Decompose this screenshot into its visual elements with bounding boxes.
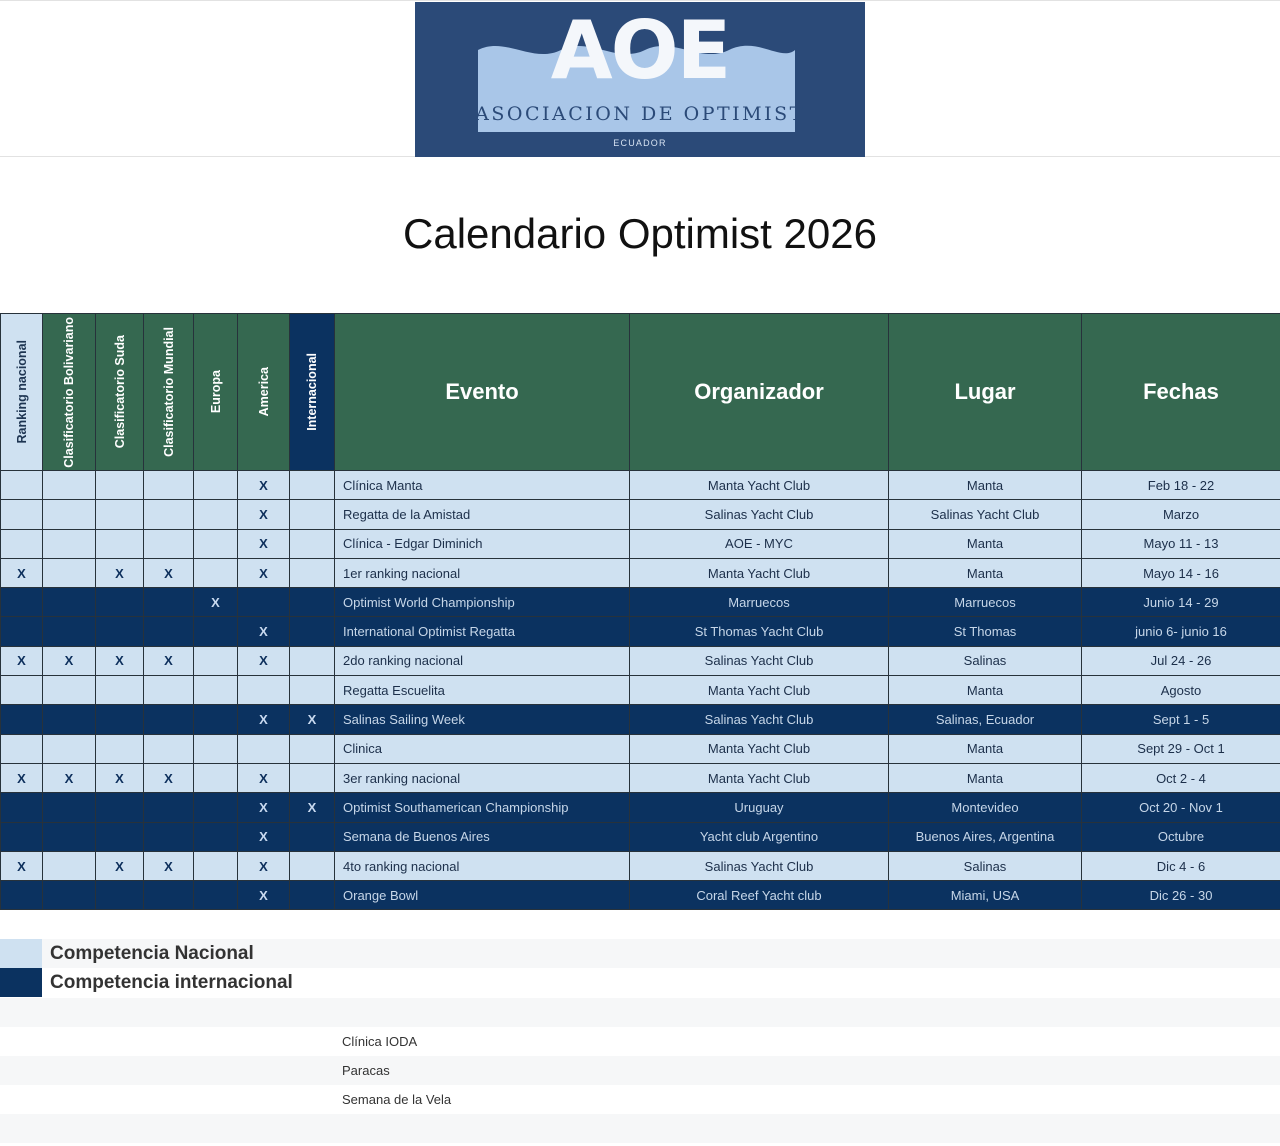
table-row	[1, 471, 1280, 500]
mark-cell	[43, 529, 96, 558]
mark-cell	[96, 588, 144, 617]
organizer-cell: Yacht club Argentino	[630, 822, 889, 851]
mark-cell	[194, 881, 238, 910]
organizer-cell: Salinas Yacht Club	[630, 705, 889, 734]
mark-cell: X	[1, 646, 43, 675]
mark-cell	[96, 705, 144, 734]
page-title: Calendario Optimist 2026	[403, 210, 877, 257]
mark-cell: X	[43, 763, 96, 792]
mark-cell	[194, 793, 238, 822]
location-cell: Manta	[889, 763, 1082, 792]
mark-cell	[194, 500, 238, 529]
dates-cell: Oct 2 - 4	[1082, 763, 1280, 792]
mark-cell	[290, 734, 335, 763]
table-row	[1, 881, 1280, 910]
mark-cell	[290, 558, 335, 587]
mark-cell: X	[96, 558, 144, 587]
mark-cell	[96, 793, 144, 822]
mark-cell	[290, 881, 335, 910]
mark-cell	[144, 529, 194, 558]
mark-cell: X	[238, 558, 290, 587]
legend-swatch-internacional	[0, 968, 42, 997]
legend-label-internacional: Competencia internacional	[50, 972, 293, 993]
mark-cell: X	[238, 851, 290, 880]
mark-cell	[96, 676, 144, 705]
mark-cell	[144, 676, 194, 705]
mark-cell	[238, 734, 290, 763]
location-cell: Manta	[889, 676, 1082, 705]
mark-cell	[144, 705, 194, 734]
location-cell: Salinas	[889, 646, 1082, 675]
dates-cell: Dic 4 - 6	[1082, 851, 1280, 880]
table-row	[1, 558, 1280, 587]
mark-cell	[1, 881, 43, 910]
dates-cell: junio 6- junio 16	[1082, 617, 1280, 646]
event-name-cell: Regatta Escuelita	[335, 676, 630, 705]
mark-cell	[290, 822, 335, 851]
location-cell: Montevideo	[889, 793, 1082, 822]
table-row	[1, 500, 1280, 529]
mark-cell	[238, 676, 290, 705]
mark-cell	[96, 617, 144, 646]
mark-cell	[43, 588, 96, 617]
location-cell: Manta	[889, 529, 1082, 558]
mark-cell: X	[1, 763, 43, 792]
mark-cell: X	[144, 763, 194, 792]
table-row	[1, 705, 1280, 734]
mark-cell	[194, 558, 238, 587]
logo-country: ECUADOR	[613, 138, 667, 148]
table-row	[1, 851, 1280, 880]
table-row	[1, 676, 1280, 705]
location-cell: Miami, USA	[889, 881, 1082, 910]
event-name-cell: Clínica Manta	[335, 471, 630, 500]
event-name-cell: Orange Bowl	[335, 881, 630, 910]
organizer-cell: Salinas Yacht Club	[630, 851, 889, 880]
legend-swatch-nacional	[0, 939, 42, 968]
mark-cell	[144, 500, 194, 529]
table-row	[1, 734, 1280, 763]
mark-cell	[194, 676, 238, 705]
mark-cell	[96, 734, 144, 763]
mark-cell	[194, 851, 238, 880]
organizer-cell: Manta Yacht Club	[630, 558, 889, 587]
mark-cell: X	[238, 763, 290, 792]
mark-cell	[194, 734, 238, 763]
legend-label-nacional: Competencia Nacional	[50, 943, 254, 964]
event-name-cell: Optimist World Championship	[335, 588, 630, 617]
mark-cell	[96, 500, 144, 529]
event-name-cell: 3er ranking nacional	[335, 763, 630, 792]
mark-cell: X	[144, 558, 194, 587]
table-row	[1, 763, 1280, 792]
dates-cell: Marzo	[1082, 500, 1280, 529]
extra-event-row	[0, 1085, 1280, 1114]
mark-cell: X	[43, 646, 96, 675]
calendar-body	[1, 471, 1280, 910]
organizer-cell: Uruguay	[630, 793, 889, 822]
mark-cell	[43, 500, 96, 529]
mark-cell	[1, 793, 43, 822]
organizer-cell: Manta Yacht Club	[630, 676, 889, 705]
mark-cell	[43, 676, 96, 705]
spacer-row	[0, 998, 1280, 1027]
mark-cell: X	[290, 705, 335, 734]
mark-cell	[96, 881, 144, 910]
location-cell: Salinas Yacht Club	[889, 500, 1082, 529]
mark-cell	[43, 734, 96, 763]
mark-cell: X	[96, 763, 144, 792]
mark-cell	[43, 558, 96, 587]
mark-cell	[144, 588, 194, 617]
header-europa: Europa	[194, 314, 238, 471]
mark-cell	[43, 793, 96, 822]
mark-cell	[1, 588, 43, 617]
organizer-cell: AOE - MYC	[630, 529, 889, 558]
mark-cell	[290, 851, 335, 880]
extra-event-label: Paracas	[342, 1063, 390, 1078]
dates-cell: Oct 20 - Nov 1	[1082, 793, 1280, 822]
header-internacional: Internacional	[290, 314, 335, 471]
mark-cell	[290, 588, 335, 617]
location-cell: Manta	[889, 558, 1082, 587]
logo-band	[0, 0, 1280, 157]
aoe-logo	[415, 2, 865, 157]
header-organizador: Organizador	[630, 314, 889, 471]
extra-event-label: Clínica IODA	[342, 1034, 418, 1049]
header-clasificatorio-suda: Clasificatorio Suda	[96, 314, 144, 471]
event-name-cell: International Optimist Regatta	[335, 617, 630, 646]
location-cell: St Thomas	[889, 617, 1082, 646]
mark-cell: X	[96, 646, 144, 675]
mark-cell: X	[238, 617, 290, 646]
header-row	[1, 314, 1280, 471]
header-lugar: Lugar	[889, 314, 1082, 471]
event-name-cell: Clínica - Edgar Diminich	[335, 529, 630, 558]
header-america: America	[238, 314, 290, 471]
location-cell: Manta	[889, 734, 1082, 763]
mark-cell	[96, 471, 144, 500]
dates-cell: Jul 24 - 26	[1082, 646, 1280, 675]
organizer-cell: Coral Reef Yacht club	[630, 881, 889, 910]
mark-cell	[144, 822, 194, 851]
mark-cell	[144, 881, 194, 910]
mark-cell	[290, 646, 335, 675]
organizer-cell: Salinas Yacht Club	[630, 646, 889, 675]
organizer-cell: Manta Yacht Club	[630, 763, 889, 792]
location-cell: Salinas, Ecuador	[889, 705, 1082, 734]
dates-cell: Mayo 11 - 13	[1082, 529, 1280, 558]
location-cell: Salinas	[889, 851, 1082, 880]
event-name-cell: Clinica	[335, 734, 630, 763]
mark-cell: X	[1, 558, 43, 587]
extra-event-row	[0, 1056, 1280, 1085]
mark-cell: X	[96, 851, 144, 880]
mark-cell	[96, 822, 144, 851]
mark-cell	[194, 646, 238, 675]
event-name-cell: Regatta de la Amistad	[335, 500, 630, 529]
mark-cell: X	[238, 705, 290, 734]
empty-row	[0, 1114, 1280, 1143]
location-cell: Manta	[889, 471, 1082, 500]
mark-cell	[144, 734, 194, 763]
mark-cell	[1, 471, 43, 500]
calendar-table	[0, 313, 1280, 910]
table-row	[1, 588, 1280, 617]
mark-cell: X	[194, 588, 238, 617]
mark-cell	[43, 471, 96, 500]
organizer-cell: Salinas Yacht Club	[630, 500, 889, 529]
organizer-cell: Marruecos	[630, 588, 889, 617]
event-name-cell: Optimist Southamerican Championship	[335, 793, 630, 822]
table-row	[1, 793, 1280, 822]
mark-cell	[43, 617, 96, 646]
mark-cell	[194, 822, 238, 851]
mark-cell	[43, 881, 96, 910]
dates-cell: Mayo 14 - 16	[1082, 558, 1280, 587]
event-name-cell: Salinas Sailing Week	[335, 705, 630, 734]
dates-cell: Dic 26 - 30	[1082, 881, 1280, 910]
header-clasificatorio-mundial: Clasificatorio Mundial	[144, 314, 194, 471]
event-name-cell: 1er ranking nacional	[335, 558, 630, 587]
mark-cell	[43, 851, 96, 880]
extra-event-row	[0, 1027, 1280, 1056]
header-fechas: Fechas	[1082, 314, 1280, 471]
mark-cell	[194, 705, 238, 734]
legend-row-internacional	[0, 968, 1280, 997]
organizer-cell: Manta Yacht Club	[630, 734, 889, 763]
mark-cell: X	[238, 793, 290, 822]
mark-cell	[1, 617, 43, 646]
mark-cell	[238, 588, 290, 617]
mark-cell	[1, 734, 43, 763]
mark-cell	[1, 822, 43, 851]
mark-cell: X	[238, 881, 290, 910]
legend-row-nacional	[0, 939, 1280, 968]
mark-cell	[1, 676, 43, 705]
mark-cell	[194, 763, 238, 792]
dates-cell: Sept 29 - Oct 1	[1082, 734, 1280, 763]
logo-letters: AOE	[550, 4, 730, 97]
location-cell: Marruecos	[889, 588, 1082, 617]
mark-cell	[194, 617, 238, 646]
table-row	[1, 646, 1280, 675]
event-name-cell: 4to ranking nacional	[335, 851, 630, 880]
table-row	[1, 529, 1280, 558]
header-clasificatorio-bolivariano: Clasificatorio Bolivariano	[43, 314, 96, 471]
dates-cell: Sept 1 - 5	[1082, 705, 1280, 734]
mark-cell	[43, 705, 96, 734]
table-row	[1, 822, 1280, 851]
mark-cell: X	[144, 646, 194, 675]
mark-cell	[96, 529, 144, 558]
mark-cell	[290, 763, 335, 792]
mark-cell: X	[144, 851, 194, 880]
mark-cell	[144, 471, 194, 500]
header-ranking-nacional: Ranking nacional	[1, 314, 43, 471]
dates-cell: Junio 14 - 29	[1082, 588, 1280, 617]
mark-cell	[290, 529, 335, 558]
mark-cell	[194, 529, 238, 558]
extra-event-label: Semana de la Vela	[342, 1092, 452, 1107]
mark-cell	[290, 617, 335, 646]
mark-cell	[194, 471, 238, 500]
mark-cell: X	[1, 851, 43, 880]
dates-cell: Feb 18 - 22	[1082, 471, 1280, 500]
mark-cell: X	[238, 500, 290, 529]
table-row	[1, 617, 1280, 646]
mark-cell	[1, 529, 43, 558]
dates-cell: Agosto	[1082, 676, 1280, 705]
mark-cell	[1, 705, 43, 734]
location-cell: Buenos Aires, Argentina	[889, 822, 1082, 851]
organizer-cell: Manta Yacht Club	[630, 471, 889, 500]
header-evento: Evento	[335, 314, 630, 471]
mark-cell	[290, 676, 335, 705]
mark-cell: X	[290, 793, 335, 822]
mark-cell	[290, 500, 335, 529]
mark-cell	[1, 500, 43, 529]
organizer-cell: St Thomas Yacht Club	[630, 617, 889, 646]
mark-cell	[144, 793, 194, 822]
mark-cell: X	[238, 471, 290, 500]
event-name-cell: 2do ranking nacional	[335, 646, 630, 675]
mark-cell	[43, 822, 96, 851]
dates-cell: Octubre	[1082, 822, 1280, 851]
mark-cell: X	[238, 822, 290, 851]
event-name-cell: Semana de Buenos Aires	[335, 822, 630, 851]
mark-cell: X	[238, 529, 290, 558]
mark-cell: X	[238, 646, 290, 675]
mark-cell	[290, 471, 335, 500]
logo-subtitle: ASOCIACION DE OPTIMIST	[475, 103, 805, 125]
mark-cell	[144, 617, 194, 646]
